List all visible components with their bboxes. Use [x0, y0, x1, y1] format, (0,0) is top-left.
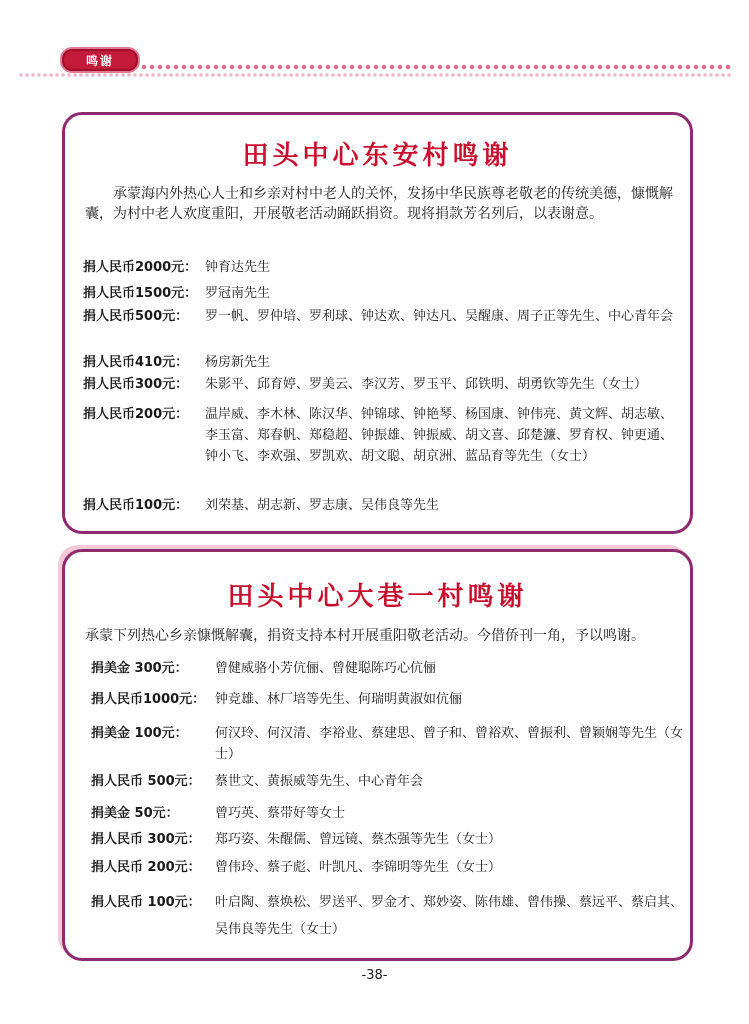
donation-names: 罗冠南先生: [205, 286, 271, 301]
donation-names: 蔡世文、黄振威等先生、中心青年会: [215, 774, 424, 789]
section-tab: 鸣谢: [60, 47, 140, 73]
donation-row: [91, 689, 686, 710]
donation-row: [83, 283, 678, 304]
donation-label: 捐人民币200元：: [83, 407, 189, 422]
section2-title: 田头中心大巷一村鸣谢: [227, 582, 528, 612]
donation-label: 捐人民币 300元：: [91, 832, 201, 847]
donation-row: [83, 306, 678, 327]
donation-label: 捐人民币 200元：: [91, 860, 201, 875]
donation-label: 捐人民币1500元：: [83, 286, 198, 301]
donation-label: 捐人民币2000元：: [83, 260, 198, 275]
donation-row: [91, 803, 686, 824]
section1-intro: 承蒙海内外热心人士和乡亲对村中老人的关怀，发扬中华民族尊老敬老的传统美德，慷慨解囊，为村中老人欢度重阳，开展敬老活动踊跃捐资。现将捐款芳名列后，以表谢意。: [85, 186, 673, 222]
donation-names: 刘荣基、胡志新、罗志康、吴伟良等先生: [205, 498, 440, 513]
donation-row: [83, 495, 678, 516]
donation-row: [91, 771, 686, 792]
donation-row: [83, 404, 678, 467]
donation-names: 钟育达先生: [205, 260, 271, 275]
donation-names: 温岸威、李木林、陈汉华、钟锦球、钟艳琴、杨国康、钟伟亮、黄文辉、胡志敏、李玉富、郑春帆、郑稳超、钟振雄、钟振威、胡文喜、邱楚濂、罗育权、钟更通、钟小飞、李欢强、罗凯欢、胡文聪、胡京洲、蓝品育等先生（女士）: [205, 407, 674, 464]
donation-row: [83, 257, 678, 278]
donation-names: 朱影平、邱育婷、罗美云、李汉芳、罗玉平、邱铁明、胡勇钦等先生（女士）: [205, 377, 648, 392]
donation-label: 捐人民币 500元：: [91, 774, 201, 789]
donation-label: 捐人民币410元：: [83, 355, 189, 370]
donation-names: 叶启陶、蔡焕松、罗送平、罗金才、郑妙姿、陈伟雄、曾伟操、蔡远平、蔡启其、吴伟良等先生（女士）: [215, 895, 684, 937]
dotted-divider: [140, 63, 731, 71]
donation-row: [91, 658, 686, 679]
donation-label: 捐人民币300元：: [83, 377, 189, 392]
donation-names: 曾巧英、蔡带好等女士: [215, 806, 346, 821]
page-number: -38-: [361, 968, 388, 983]
donation-row: [91, 723, 686, 765]
donation-row: [91, 857, 686, 878]
donation-names: 曾健威骆小芳伉俪、曾健聪陈巧心伉俪: [215, 661, 437, 676]
donation-row: [91, 829, 686, 850]
donation-names: 钟竞雄、林厂培等先生、何瑞明黄淑如伉俪: [215, 692, 463, 707]
donation-label: 捐美金 300元：: [91, 661, 188, 676]
donation-names: 杨房新先生: [205, 355, 271, 370]
donation-names: 郑巧姿、朱醒儒、曾远镜、蔡杰强等先生（女士）: [215, 832, 502, 847]
donation-row: [83, 352, 678, 373]
donation-names: 罗一帆、罗仲培、罗利球、钟达欢、钟达凡、吴醒康、周子正等先生、中心青年会: [205, 309, 674, 324]
section2-intro: 承蒙下列热心乡亲慷慨解囊，捐资支持本村开展重阳敬老活动。今借侨刊一角，予以鸣谢。: [85, 628, 645, 644]
donation-label: 捐美金 50元：: [91, 806, 179, 821]
donation-label: 捐人民币 100元：: [91, 895, 201, 910]
donation-label: 捐人民币1000元：: [91, 692, 206, 707]
donation-row: [83, 374, 678, 395]
section1-box: [62, 112, 693, 534]
section1-title: 田头中心东安村鸣谢: [242, 141, 513, 171]
dotted-divider-light: [18, 72, 731, 78]
donation-label: 捐人民币500元：: [83, 309, 189, 324]
section2-box: [62, 549, 693, 961]
donation-names: 何汉玲、何汉清、李裕业、蔡建思、曾子和、曾裕欢、曾振利、曾颖娴等先生（女士）: [215, 726, 684, 762]
donation-label: 捐美金 100元：: [91, 726, 188, 741]
donation-label: 捐人民币100元：: [83, 498, 189, 513]
donation-row: [91, 889, 686, 943]
donation-names: 曾伟玲、蔡子彪、叶凯凡、李锦明等先生（女士）: [215, 860, 502, 875]
